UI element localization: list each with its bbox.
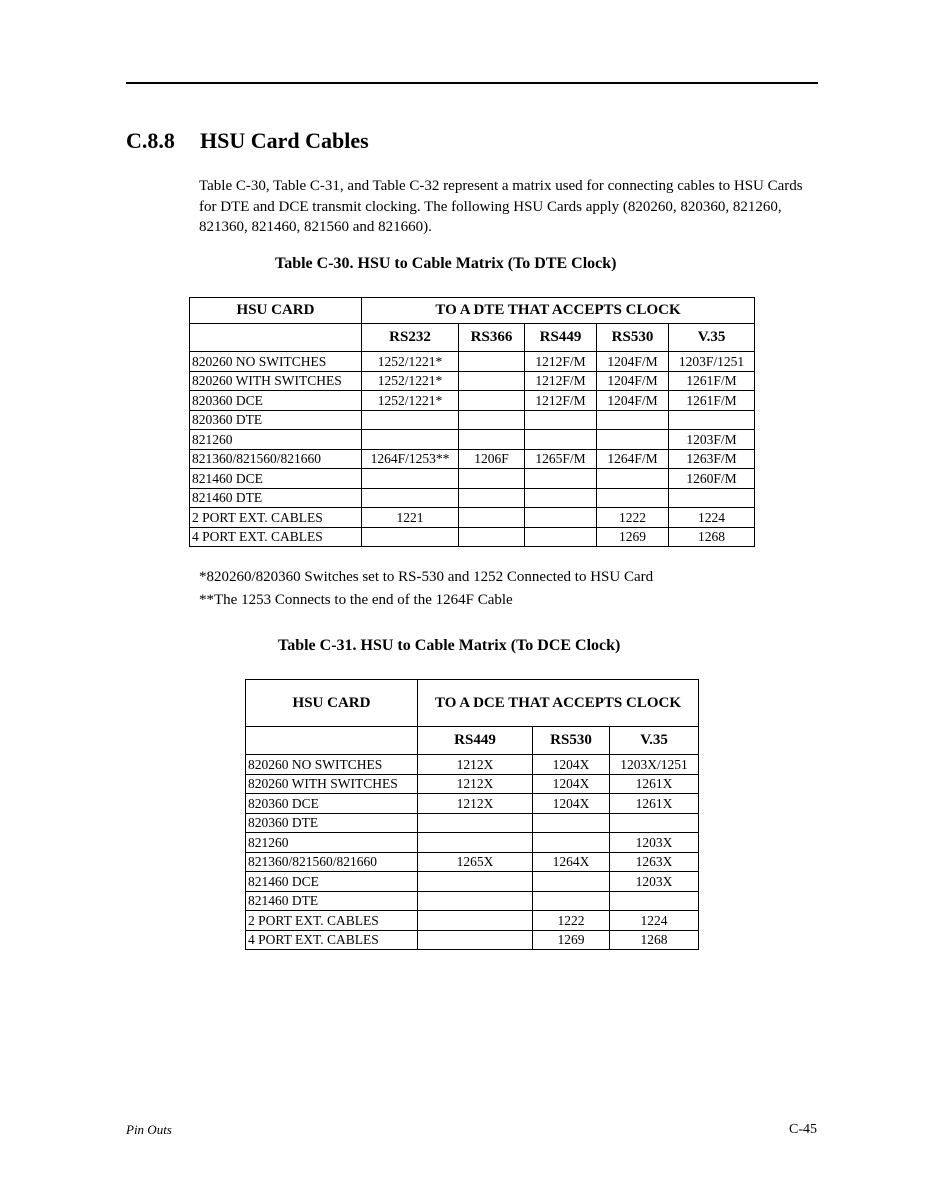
cable-cell: 1269 <box>597 527 669 547</box>
row-card-name: 4 PORT EXT. CABLES <box>246 930 418 950</box>
cable-cell <box>610 813 699 833</box>
column-header: RS449 <box>525 324 597 352</box>
cable-cell <box>610 891 699 911</box>
cable-cell <box>533 833 610 853</box>
cable-cell: 1204F/M <box>597 352 669 372</box>
cable-cell: 1221 <box>362 508 459 528</box>
table-row <box>246 833 699 853</box>
cable-cell <box>362 488 459 508</box>
cable-cell <box>533 813 610 833</box>
row-card-name: 821260 <box>190 430 362 450</box>
row-card-name: 2 PORT EXT. CABLES <box>246 911 418 931</box>
section-number: C.8.8 <box>126 128 175 153</box>
table-row <box>246 872 699 892</box>
column-header: RS232 <box>362 324 459 352</box>
cable-cell <box>418 813 533 833</box>
table-row <box>246 813 699 833</box>
cable-cell: 1203X/1251 <box>610 755 699 775</box>
table-row <box>190 352 755 372</box>
cable-cell: 1203X <box>610 872 699 892</box>
section-title: HSU Card Cables <box>200 128 369 153</box>
row-card-name: 820260 NO SWITCHES <box>190 352 362 372</box>
cable-cell <box>459 508 525 528</box>
cable-cell: 1224 <box>669 508 755 528</box>
row-card-name: 2 PORT EXT. CABLES <box>190 508 362 528</box>
cable-cell <box>525 508 597 528</box>
table-c30-caption: Table C-30. HSU to Cable Matrix (To DTE Clock) <box>275 255 617 272</box>
cable-cell: 1212X <box>418 755 533 775</box>
column-header: V.35 <box>610 727 699 755</box>
cable-cell <box>418 872 533 892</box>
row-card-name: 4 PORT EXT. CABLES <box>190 527 362 547</box>
header-rule <box>126 82 818 84</box>
cable-cell <box>459 371 525 391</box>
cable-cell: 1222 <box>533 911 610 931</box>
header-hsu-card: HSU CARD <box>190 298 362 324</box>
table-row <box>190 527 755 547</box>
header-dce-group: TO A DCE THAT ACCEPTS CLOCK <box>418 680 699 727</box>
cable-cell: 1268 <box>610 930 699 950</box>
cable-cell <box>525 410 597 430</box>
cable-cell: 1204X <box>533 755 610 775</box>
table-row <box>190 469 755 489</box>
cable-cell: 1203F/1251 <box>669 352 755 372</box>
column-header: RS530 <box>597 324 669 352</box>
cable-cell: 1204X <box>533 794 610 814</box>
cable-cell: 1212X <box>418 774 533 794</box>
row-card-name: 821460 DCE <box>246 872 418 892</box>
column-header: RS530 <box>533 727 610 755</box>
column-header: V.35 <box>669 324 755 352</box>
table-c31 <box>245 679 699 950</box>
page-number: C-45 <box>789 1122 817 1137</box>
cable-cell: 1206F <box>459 449 525 469</box>
cable-cell: 1268 <box>669 527 755 547</box>
cable-cell <box>525 430 597 450</box>
row-card-name: 821460 DTE <box>246 891 418 911</box>
cable-cell: 1203F/M <box>669 430 755 450</box>
row-card-name: 820260 WITH SWITCHES <box>190 371 362 391</box>
cable-cell <box>362 527 459 547</box>
row-card-name: 820360 DCE <box>190 391 362 411</box>
cable-cell <box>418 930 533 950</box>
row-card-name: 820260 NO SWITCHES <box>246 755 418 775</box>
header-empty <box>246 727 418 755</box>
footnote-2: **The 1253 Connects to the end of the 1264F Cable <box>199 592 513 608</box>
table-row <box>190 371 755 391</box>
table-row <box>246 891 699 911</box>
table-row <box>246 852 699 872</box>
row-card-name: 820260 WITH SWITCHES <box>246 774 418 794</box>
table-row <box>190 488 755 508</box>
cable-cell: 1263F/M <box>669 449 755 469</box>
cable-cell: 1222 <box>597 508 669 528</box>
table-row <box>190 508 755 528</box>
table-row <box>190 430 755 450</box>
cable-cell: 1261X <box>610 774 699 794</box>
table-c31-caption: Table C-31. HSU to Cable Matrix (To DCE Clock) <box>278 637 621 654</box>
cable-cell: 1203X <box>610 833 699 853</box>
cable-cell: 1212F/M <box>525 352 597 372</box>
cable-cell <box>597 430 669 450</box>
cable-cell: 1261F/M <box>669 371 755 391</box>
footer-chapter: Pin Outs <box>126 1122 172 1137</box>
cable-cell <box>597 469 669 489</box>
cable-cell: 1252/1221* <box>362 391 459 411</box>
cable-cell <box>459 391 525 411</box>
cable-cell <box>525 527 597 547</box>
cable-cell <box>459 430 525 450</box>
row-card-name: 821360/821560/821660 <box>246 852 418 872</box>
cable-cell <box>418 911 533 931</box>
cable-cell <box>597 488 669 508</box>
footnote-1: *820260/820360 Switches set to RS-530 and 1252 Connected to HSU Card <box>199 569 654 585</box>
cable-cell: 1204F/M <box>597 391 669 411</box>
cable-cell <box>362 469 459 489</box>
table-row <box>246 911 699 931</box>
cable-cell: 1212F/M <box>525 371 597 391</box>
cable-cell <box>525 469 597 489</box>
cable-cell <box>459 527 525 547</box>
table-c31-body <box>246 755 699 950</box>
cable-cell <box>459 469 525 489</box>
cable-cell <box>362 410 459 430</box>
row-card-name: 820360 DTE <box>246 813 418 833</box>
cable-cell <box>418 891 533 911</box>
cable-cell <box>669 488 755 508</box>
cable-cell: 1264F/M <box>597 449 669 469</box>
table-row <box>246 930 699 950</box>
cable-cell <box>459 410 525 430</box>
row-card-name: 820360 DCE <box>246 794 418 814</box>
cable-cell: 1265F/M <box>525 449 597 469</box>
row-card-name: 821460 DTE <box>190 488 362 508</box>
column-header: RS449 <box>418 727 533 755</box>
cable-cell: 1204F/M <box>597 371 669 391</box>
cable-cell <box>533 872 610 892</box>
table-row <box>190 410 755 430</box>
table-c30 <box>189 297 755 547</box>
table-c30-body <box>190 352 755 547</box>
cable-cell: 1212F/M <box>525 391 597 411</box>
table-row <box>190 449 755 469</box>
cable-cell <box>597 410 669 430</box>
cable-cell <box>418 833 533 853</box>
cable-cell: 1261X <box>610 794 699 814</box>
cable-cell: 1264F/1253** <box>362 449 459 469</box>
cable-cell: 1252/1221* <box>362 371 459 391</box>
cable-cell <box>525 488 597 508</box>
cable-cell: 1212X <box>418 794 533 814</box>
cable-cell: 1265X <box>418 852 533 872</box>
cable-cell: 1252/1221* <box>362 352 459 372</box>
header-empty <box>190 324 362 352</box>
cable-cell <box>459 352 525 372</box>
row-card-name: 821460 DCE <box>190 469 362 489</box>
intro-paragraph: Table C-30, Table C-31, and Table C-32 represent a matrix used for connecting cables to HSU Cards for DTE and DCE transmit clocking. The following HSU Cards apply (820260, 820360, 821260, 821360, 821460, 821560 and 821660). <box>199 178 803 235</box>
cable-cell <box>459 488 525 508</box>
row-card-name: 821260 <box>246 833 418 853</box>
cable-cell <box>669 410 755 430</box>
cable-cell <box>362 430 459 450</box>
table-row <box>246 774 699 794</box>
cable-cell: 1269 <box>533 930 610 950</box>
column-header: RS366 <box>459 324 525 352</box>
header-dte-group: TO A DTE THAT ACCEPTS CLOCK <box>362 298 755 324</box>
table-row <box>246 755 699 775</box>
table-row <box>246 794 699 814</box>
cable-cell: 1263X <box>610 852 699 872</box>
section-heading <box>126 128 369 154</box>
table-row <box>190 391 755 411</box>
cable-cell: 1264X <box>533 852 610 872</box>
cable-cell: 1260F/M <box>669 469 755 489</box>
cable-cell: 1204X <box>533 774 610 794</box>
cable-cell: 1224 <box>610 911 699 931</box>
row-card-name: 820360 DTE <box>190 410 362 430</box>
row-card-name: 821360/821560/821660 <box>190 449 362 469</box>
cable-cell <box>533 891 610 911</box>
header-hsu-card: HSU CARD <box>246 680 418 727</box>
cable-cell: 1261F/M <box>669 391 755 411</box>
